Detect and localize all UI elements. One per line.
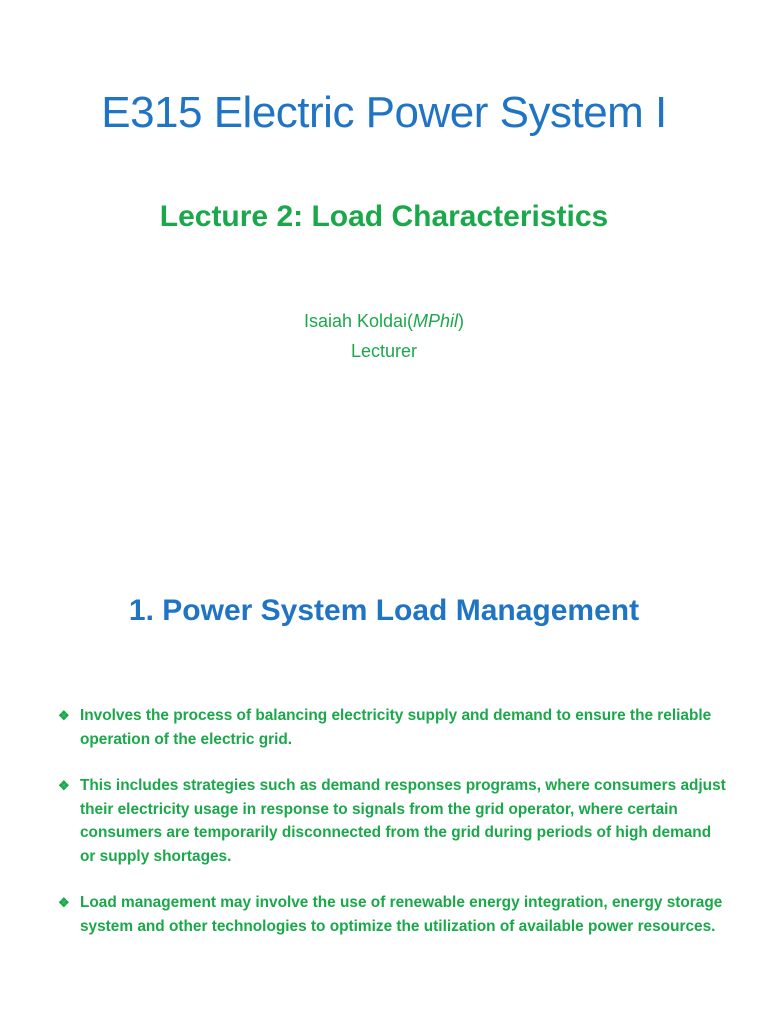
bullet-item — [58, 891, 728, 938]
bullet-item — [58, 704, 728, 751]
author-name: Isaiah Koldai( — [303, 311, 414, 331]
diamond-bullet-icon: ❖ — [58, 708, 70, 723]
section-heading: 1. Power System Load Management — [128, 594, 640, 627]
author-close: ) — [458, 311, 465, 331]
slide-title: E315 Electric Power System I — [101, 88, 667, 137]
lecture-subtitle: Lecture 2: Load Characteristics — [159, 200, 609, 233]
bullet-item — [58, 774, 728, 868]
author-block — [0, 306, 768, 366]
bullet-list — [58, 704, 728, 961]
author-degree: MPhil — [413, 311, 459, 331]
bullet-text: Involves the process of balancing electricity supply and demand to ensure the reliable operation of the electric grid. — [80, 707, 712, 748]
bullet-text: Load management may involve the use of renewable energy integration, energy storage system and other technologies to optimize the utilization of available power resources. — [80, 894, 723, 935]
diamond-bullet-icon: ❖ — [58, 895, 70, 910]
diamond-bullet-icon: ❖ — [58, 778, 70, 793]
bullet-text: This includes strategies such as demand responses programs, where consumers adjust their electricity usage in response to signals from the grid operator, where certain consumers are temporarily disconnected from the grid during periods of high demand or supply shortages. — [80, 777, 726, 865]
author-role: Lecturer — [350, 341, 418, 361]
author-line — [0, 306, 768, 336]
